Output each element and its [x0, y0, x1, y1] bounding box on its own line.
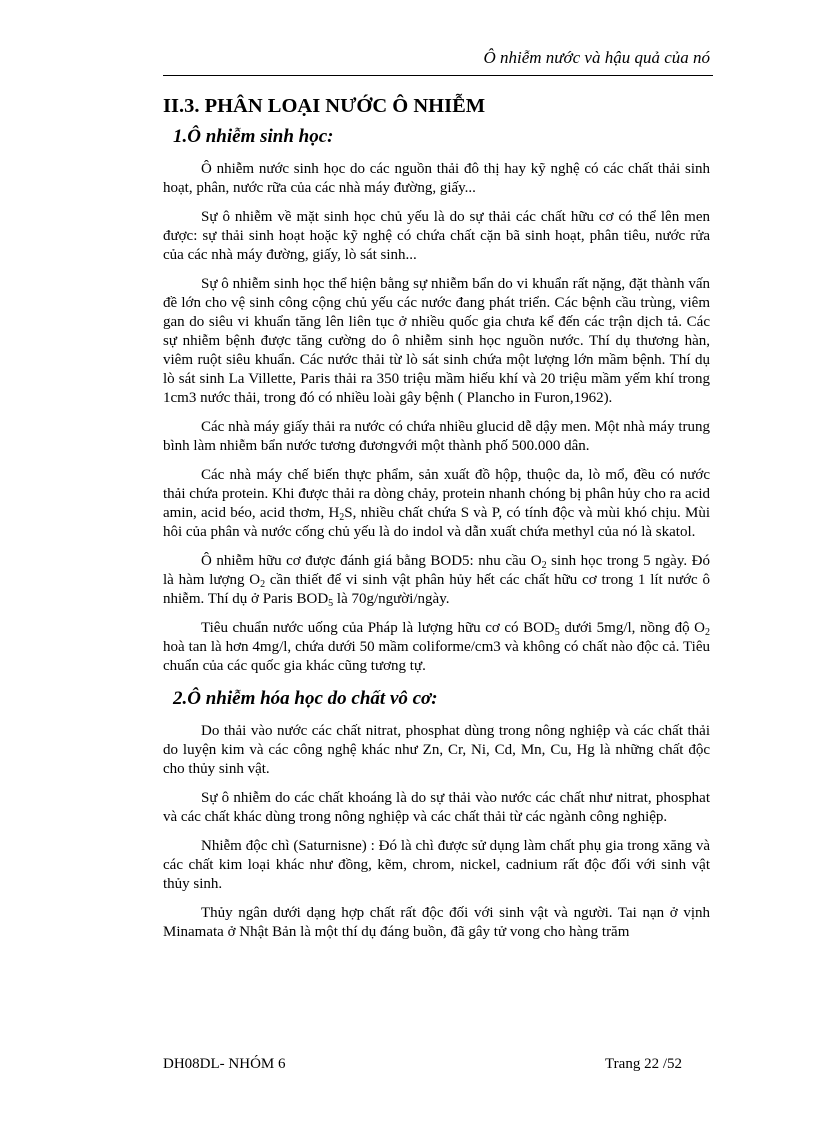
paragraph: Nhiễm độc chì (Saturnisne) : Đó là chì được sử dụng làm chất phụ gia trong xăng và các chất kim loại khác như đồng, kẽm, chrom, nickel, cadnium rất độc đối với sinh vật thủy sinh.: [163, 838, 710, 892]
text-run: Ô nhiễm hữu cơ được đánh giá bằng BOD5: nhu cầu O: [201, 553, 542, 569]
paragraph-standard: [163, 619, 710, 676]
page-content: [163, 92, 710, 952]
paragraph: Sự ô nhiễm sinh học thể hiện bằng sự nhiễm bẩn do vi khuẩn rất nặng, đặt thành vấn đề lớn cho vệ sinh công cộng chủ yếu các nước đang phát triển. Các bệnh cầu trùng, viêm gan do siêu vi khuẩn tăng lên liên tục ở nhiều quốc gia chưa kể đến các trận dịch tả. Các sự nhiễm bệnh được tăng cường do ô nhiễm sinh học nguồn nước. Thí dụ thương hàn, viêm ruột siêu khuẩn. Các nước thải từ lò sát sinh chứa một lượng lớn mầm bệnh. Thí dụ lò sát sinh La Villette, Paris thải ra 350 triệu mầm hiếu khí và 20 triệu mầm yếm khí trong 1cm3 nước thải, trong đó có nhiều loài gây bệnh ( Plancho in Furon,1962).: [163, 276, 710, 406]
footer-group-label: DH08DL- NHÓM 6: [163, 1056, 286, 1072]
text-run: Tiêu chuẩn nước uống của Pháp là lượng hữu cơ có BOD: [201, 620, 555, 636]
subscript: 2: [260, 579, 266, 590]
paragraph-bod5: [163, 552, 710, 609]
footer-page-number: Trang 22 /52: [605, 1056, 682, 1072]
paragraph: Các nhà máy giấy thải ra nước có chứa nhiều glucid dễ dậy men. Một nhà máy trung bình làm nhiễm bẩn nước tương đươngvới một thành phố 500.000 dân.: [163, 419, 710, 454]
paragraph: Ô nhiễm nước sinh học do các nguồn thải đô thị hay kỹ nghệ có các chất thải sinh hoạt, phân, nước rữa của các nhà máy đường, giấy...: [163, 161, 710, 196]
text-run: cần thiết để vi sinh vật phân hủy hết các chất hữu cơ trong 1 lít nước ô nhiễm. Thí dụ ở Paris BOD: [163, 572, 710, 607]
running-header: Ô nhiễm nước và hậu quả của nó: [483, 48, 710, 67]
text-run: sinh học trong 5 ngày. Đó là hàm lượng O: [163, 553, 711, 588]
subsection-title-inorganic: 2.Ô nhiễm hóa học do chất vô cơ:: [173, 688, 438, 709]
text-run: hoà tan là hơn 4mg/l, chứa dưới 50 mầm coliforme/cm3 và không có chất nào độc cả. Tiêu chuẩn của các quốc gia khác cũng tương tự.: [163, 639, 710, 674]
subscript: 5: [328, 598, 334, 609]
subscript: 2: [339, 512, 345, 523]
subscript: 2: [705, 627, 710, 638]
text-run: Các nhà máy chế biến thực phẩm, sản xuất đồ hộp, thuộc da, lò mổ, đều có nước thải chứa protein. Khi được thải ra dòng chảy, protein nhanh chóng bị phân hủy cho ra acid amin, acid béo, acid thơm, H: [163, 467, 710, 521]
paragraph: Sự ô nhiễm về mặt sinh học chủ yếu là do sự thải các chất hữu cơ có thể lên men được: sự thải sinh hoạt hoặc kỹ nghệ có chứa chất cặn bã sinh hoạt, phân tiêu, nước rửa của các nhà máy đường, giấy, lò sát sinh...: [163, 209, 710, 263]
paragraph: Do thải vào nước các chất nitrat, phosphat dùng trong nông nghiệp và các chất thải do luyện kim và các công nghệ khác như Zn, Cr, Ni, Cd, Mn, Cu, Hg là những chất độc cho thủy sinh vật.: [163, 723, 710, 777]
subscript: 2: [541, 560, 547, 571]
text-run: S, nhiều chất chứa S và P, có tính độc và mùi khó chịu. Mùi hôi của phân và nước cống chủ yếu là do indol và dẫn xuất chứa methyl của nó là skatol.: [163, 505, 711, 540]
subscript: 5: [554, 627, 560, 638]
paragraph: Sự ô nhiễm do các chất khoáng là do sự thải vào nước các chất như nitrat, phosphat và các chất khác dùng trong nông nghiệp và các chất thải từ các ngành công nghiệp.: [163, 790, 710, 825]
subsection-title-biological: 1.Ô nhiễm sinh học:: [173, 126, 334, 147]
paragraph: Thủy ngân dưới dạng hợp chất rất độc đối với sinh vật và người. Tai nạn ở vịnh Minamata ở Nhật Bản là một thí dụ đáng buồn, đã gây tử vong cho hàng trăm: [163, 905, 710, 940]
paragraph-protein: [163, 466, 710, 542]
header-divider: [163, 75, 713, 76]
section-title: II.3. PHÂN LOẠI NƯỚC Ô NHIỄM: [163, 95, 486, 117]
text-run: dưới 5mg/l, nồng độ O: [559, 620, 705, 636]
text-run: là 70g/người/ngày.: [333, 591, 450, 607]
